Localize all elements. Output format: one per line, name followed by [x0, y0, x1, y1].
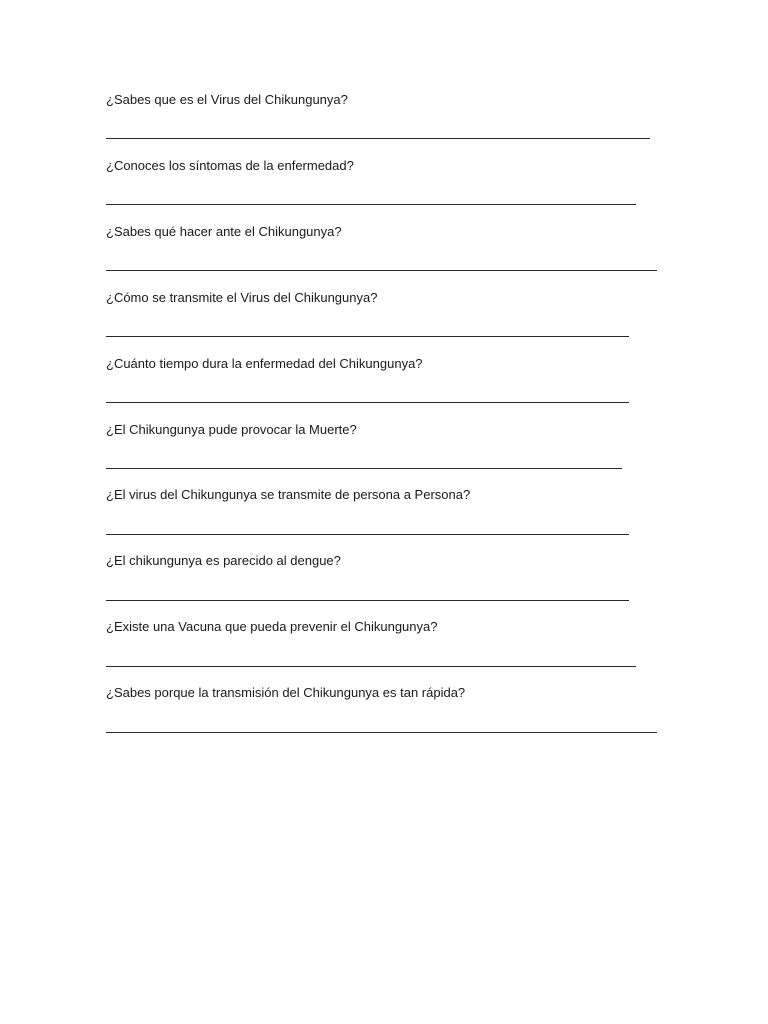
question-2: ¿Conoces los síntomas de la enfermedad? — [106, 158, 354, 173]
answer-line-2[interactable] — [106, 204, 636, 205]
question-3: ¿Sabes qué hacer ante el Chikungunya? — [106, 224, 342, 239]
answer-line-5[interactable] — [106, 402, 629, 403]
answer-line-9[interactable] — [106, 666, 636, 667]
question-1: ¿Sabes que es el Virus del Chikungunya? — [106, 92, 348, 107]
answer-line-7[interactable] — [106, 534, 629, 535]
question-9: ¿Existe una Vacuna que pueda prevenir el Chikungunya? — [106, 619, 438, 634]
question-7: ¿El virus del Chikungunya se transmite de persona a Persona? — [106, 487, 471, 502]
answer-line-10[interactable] — [106, 732, 657, 733]
question-8: ¿El chikungunya es parecido al dengue? — [106, 553, 341, 568]
answer-line-6[interactable] — [106, 468, 622, 469]
answer-line-8[interactable] — [106, 600, 629, 601]
answer-line-4[interactable] — [106, 336, 629, 337]
question-10: ¿Sabes porque la transmisión del Chikungunya es tan rápida? — [106, 685, 466, 700]
question-4: ¿Cómo se transmite el Virus del Chikungunya? — [106, 290, 378, 305]
question-6: ¿El Chikungunya pude provocar la Muerte? — [106, 422, 357, 437]
question-5: ¿Cuánto tiempo dura la enfermedad del Chikungunya? — [106, 356, 423, 371]
answer-line-3[interactable] — [106, 270, 657, 271]
answer-line-1[interactable] — [106, 138, 650, 139]
